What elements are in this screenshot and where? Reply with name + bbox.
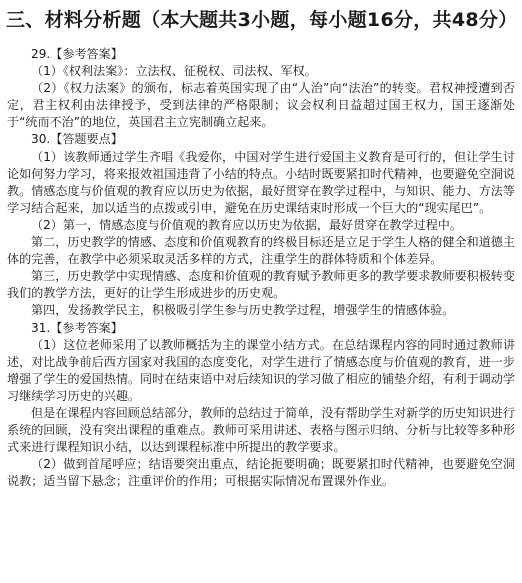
q29-answer-2: （2）《权力法案》的颁布，标志着英国实现了由“人治”向“法治”的转变。君权神授遭到否定，君主权利由法律授予，受到法律的严格限制；议会权利日益超过国王权力，国王逐渐处于“统而不治”的地位，英国君主立宪制确立起来。: [7, 81, 515, 130]
answer-body: [7, 46, 515, 490]
q30-label: 30.【答题要点】: [31, 132, 123, 147]
q31-answer-2: 但是在课程内容回顾总结部分，教师的总结过于简单，没有帮助学生对新学的历史知识进行系统的回顾，没有突出课程的重难点。教师可采用讲述、表格与图示归纳、分析与比较等多种形式来进行课程知识小结，以达到课程标准中所提出的教学要求。: [7, 405, 515, 455]
section-heading: 三、材料分析题（本大题共3小题，每小题16分，共48分）: [6, 9, 518, 31]
q30-answer-3: 第二，历史教学的情感、态度和价值观教育的终极目标还是立足于学生人格的健全和道德主体的完善，在教学中必须采取灵活多样的方式，注重学生的群体特质和个体差异。: [7, 235, 515, 267]
q29-answer-1: （1）《权利法案》：立法权、征税权、司法权、军权。: [31, 64, 317, 79]
q29-label: 29.【参考答案】: [31, 47, 123, 61]
q30-answer-5: 第四，发扬教学民主，积极吸引学生参与历史教学过程，增强学生的情感体验。: [31, 303, 455, 318]
q31-answer-1: （1）这位老师采用了以教师概括为主的课堂小结方式。在总结课程内容的同时通过教师讲述，对比战争前后西方国家对我国的态度变化，对学生进行了情感态度与价值观的教育，进一步增强了学生的爱国热情。同时在结束语中对后续知识的学习做了相应的铺垫介绍，有利于调动学习继续学习历史的兴趣。: [7, 337, 515, 403]
q30-answer-2: （2）第一，情感态度与价值观的教育应以历史为依据，最好贯穿在教学过程中。: [31, 217, 462, 232]
q31-answer-3: （2）做到首尾呼应；结语要突出重点，结论扼要明确；既要紧扣时代精神，也要避免空洞说教；适当留下悬念；注重评价的作用；可根据实际情况布置课外作业。: [7, 457, 515, 489]
q30-answer-4: 第三，历史教学中实现情感、态度和价值观的教育赋予教师更多的教学要求教师要积极转变我们的教学方法，更好的让学生形成进步的历史观。: [7, 269, 515, 301]
q30-answer-1: （1）该教师通过学生齐唱《我爱你，中国对学生进行爱国主义教育是可行的，但让学生讨论如何努力学习，将来报效祖国违背了小结的特点。小结时既要紧扣时代精神，也要避免空洞说教。情感态度与价值观的教育应以历史为依据，最好贯穿在教学过程中，与知识、能力、方法等学习结合起来，加以适当的点拨或引申，避免在历史课结束时形成一个巨大的“现实尾巴”。: [7, 149, 515, 215]
q31-label: 31.【参考答案】: [31, 320, 123, 335]
